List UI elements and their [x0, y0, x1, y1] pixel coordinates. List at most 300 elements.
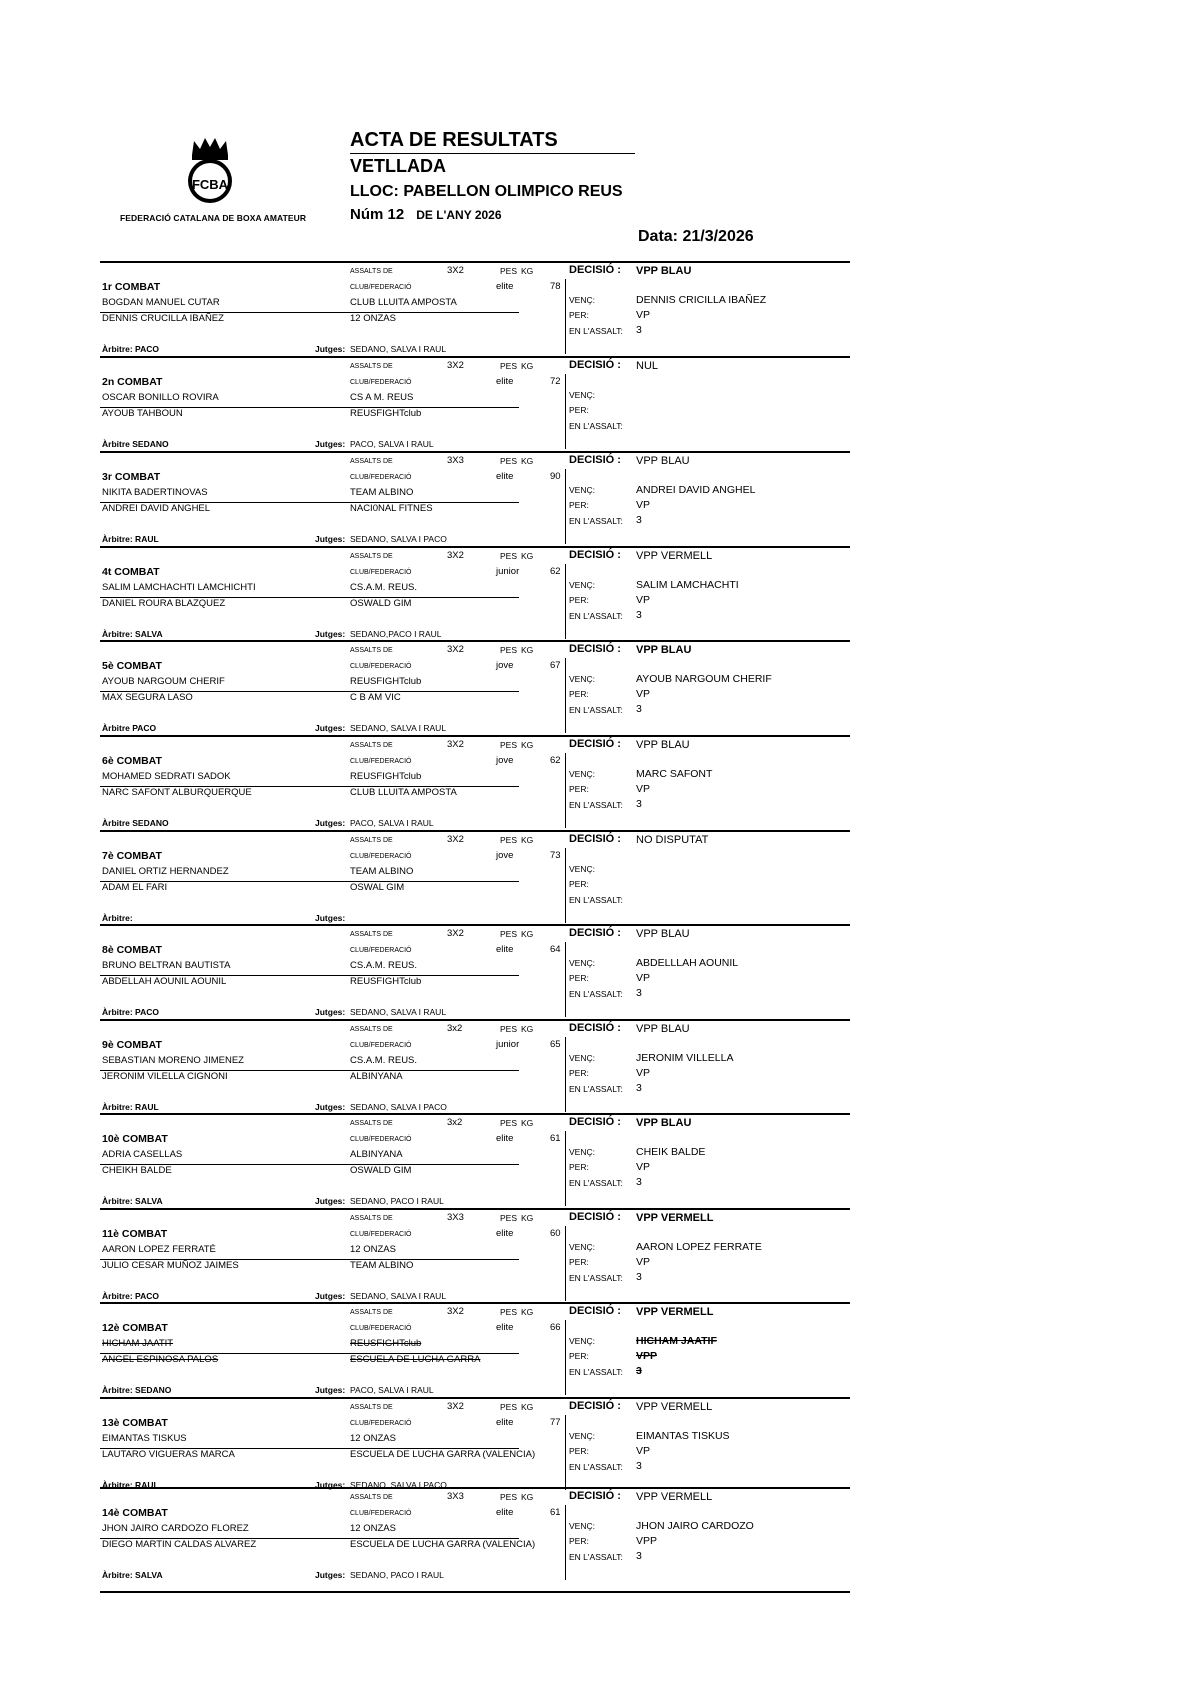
decision-column-divider: [565, 1131, 566, 1206]
fighter-2-name: AYOUB TAHBOUN: [102, 408, 183, 419]
club-label: CLUB/FEDERACIÓ: [350, 1510, 412, 1517]
venc-label: VENÇ:: [569, 864, 595, 874]
weight-value: 72: [550, 376, 561, 387]
fighter-2-name: DENNIS CRUCILLA IBAÑEZ: [102, 313, 224, 324]
combat-divider: [100, 735, 850, 737]
pes-label: PES: [500, 1492, 518, 1502]
en-assalt-label: EN L'ASSALT:: [569, 1178, 623, 1188]
jutges-label: Jutges:: [315, 1007, 346, 1017]
fighter-1-club: 12 ONZAS: [350, 1523, 396, 1534]
per-label: PER:: [569, 405, 589, 415]
arbitre-label: Àrbitre: SALVA: [102, 629, 163, 639]
assalts-value: 3X2: [447, 928, 464, 939]
fighter-1-name: ADRIA CASELLAS: [102, 1149, 183, 1160]
assalt-value: 3: [636, 987, 642, 999]
winner-value: ABDELLLAH AOUNIL: [636, 957, 739, 969]
winner-value: EIMANTAS TISKUS: [636, 1430, 730, 1442]
category-value: elite: [496, 1228, 514, 1239]
weight-value: 78: [550, 281, 561, 292]
fighter-1-club: TEAM ALBINO: [350, 487, 414, 498]
assalt-value: 3: [636, 609, 642, 621]
kg-label: KG: [521, 456, 534, 466]
en-assalt-label: EN L'ASSALT:: [569, 895, 623, 905]
decisio-label: DECISIÓ :: [569, 1305, 621, 1317]
venc-label: VENÇ:: [569, 769, 595, 779]
assalts-label: ASSALTS DE: [350, 1309, 393, 1316]
jutges-value: PACO, SALVA I RAUL: [350, 439, 434, 449]
venc-label: VENÇ:: [569, 1242, 595, 1252]
combat-divider: [100, 1397, 850, 1399]
jutges-value: SEDANO, SALVA I PACO: [350, 1480, 447, 1490]
assalt-value: 3: [636, 703, 642, 715]
jutges-label: Jutges:: [315, 723, 346, 733]
fighter-2-name: LAUTARO VIGUERAS MARCA: [102, 1449, 235, 1460]
decisio-value: VPP BLAU: [636, 928, 690, 940]
assalts-label: ASSALTS DE: [350, 1215, 393, 1222]
jutges-value: SEDANO, SALVA I PACO: [350, 534, 447, 544]
weight-value: 67: [550, 660, 561, 671]
decision-column-divider: [565, 1505, 566, 1580]
assalt-value: 3: [636, 1550, 642, 1562]
combat-block: [100, 1019, 850, 1114]
decisio-label: DECISIÓ :: [569, 833, 621, 845]
per-label: PER:: [569, 310, 589, 320]
arbitre-label: Àrbitre SEDANO: [102, 818, 169, 828]
pes-label: PES: [500, 1024, 518, 1034]
assalts-value: 3X3: [447, 455, 464, 466]
arbitre-label: Àrbitre: SALVA: [102, 1570, 163, 1580]
kg-label: KG: [521, 645, 534, 655]
per-label: PER:: [569, 1162, 589, 1172]
assalts-value: 3X2: [447, 739, 464, 750]
fighter-2-club: NACI0NAL FITNES: [350, 503, 433, 514]
combat-title: 4t COMBAT: [102, 566, 160, 578]
decision-column-divider: [565, 564, 566, 639]
fighter-1-name: BRUNO BELTRAN BAUTISTA: [102, 960, 231, 971]
jutges-label: Jutges:: [315, 1385, 346, 1395]
decisio-label: DECISIÓ :: [569, 359, 621, 371]
decisio-value: VPP BLAU: [636, 1023, 690, 1035]
pes-label: PES: [500, 1307, 518, 1317]
assalts-label: ASSALTS DE: [350, 1120, 393, 1127]
winner-value: HICHAM JAATIF: [636, 1335, 717, 1347]
arbitre-label: Àrbitre: RAUL: [102, 1102, 159, 1112]
club-label: CLUB/FEDERACIÓ: [350, 1136, 412, 1143]
fighter-1-club: CLUB LLUITA AMPOSTA: [350, 297, 457, 308]
fighter-2-club: ESCUELA DE LUCHA GARRA: [350, 1354, 481, 1365]
jutges-label: Jutges:: [315, 1570, 346, 1580]
assalts-value: 3x2: [447, 1023, 463, 1034]
decisio-label: DECISIÓ :: [569, 1490, 621, 1502]
category-value: elite: [496, 944, 514, 955]
combat-title: 14è COMBAT: [102, 1507, 168, 1519]
weight-value: 61: [550, 1507, 561, 1518]
pes-label: PES: [500, 361, 518, 371]
weight-value: 61: [550, 1133, 561, 1144]
assalts-label: ASSALTS DE: [350, 268, 393, 275]
assalts-label: ASSALTS DE: [350, 837, 393, 844]
category-value: elite: [496, 1417, 514, 1428]
fighter-1-name: SEBASTIAN MORENO JIMENEZ: [102, 1055, 244, 1066]
combat-title: 8è COMBAT: [102, 944, 162, 956]
assalt-value: 3: [636, 1460, 642, 1472]
kg-label: KG: [521, 835, 534, 845]
event-date: Data: 21/3/2026: [638, 228, 754, 245]
winner-value: AYOUB NARGOUM CHERIF: [636, 673, 772, 685]
per-value: VP: [636, 1256, 651, 1268]
assalts-value: 3X2: [447, 265, 464, 276]
venc-label: VENÇ:: [569, 390, 595, 400]
decision-column-divider: [565, 1415, 566, 1490]
winner-value: CHEIK BALDE: [636, 1146, 706, 1158]
fighter-1-name: MOHAMED SEDRATI SADOK: [102, 771, 231, 782]
per-value: VP: [636, 594, 651, 606]
jutges-label: Jutges:: [315, 913, 346, 923]
venc-label: VENÇ:: [569, 674, 595, 684]
assalts-value: 3X2: [447, 360, 464, 371]
club-label: CLUB/FEDERACIÓ: [350, 853, 412, 860]
per-label: PER:: [569, 1446, 589, 1456]
fighter-1-club: CS.A.M. REUS.: [350, 582, 418, 593]
assalts-label: ASSALTS DE: [350, 1404, 393, 1411]
decisio-value: NUL: [636, 360, 659, 372]
per-label: PER:: [569, 1068, 589, 1078]
per-label: PER:: [569, 1536, 589, 1546]
combat-block: [100, 830, 850, 925]
combat-title: 13è COMBAT: [102, 1417, 168, 1429]
fighter-1-club: TEAM ALBINO: [350, 866, 414, 877]
decision-column-divider: [565, 1037, 566, 1112]
arbitre-label: Àrbitre: SEDANO: [102, 1385, 172, 1395]
club-label: CLUB/FEDERACIÓ: [350, 474, 412, 481]
kg-label: KG: [521, 1307, 534, 1317]
decision-column-divider: [565, 374, 566, 449]
fighter-2-club: ESCUELA DE LUCHA GARRA (VALENCIA): [350, 1449, 536, 1460]
jutges-label: Jutges:: [315, 344, 346, 354]
decisio-value: VPP VERMELL: [636, 1212, 714, 1224]
venc-label: VENÇ:: [569, 1336, 595, 1346]
en-assalt-label: EN L'ASSALT:: [569, 1462, 623, 1472]
fighter-2-name: CHEIKH BALDE: [102, 1165, 172, 1176]
combat-title: 2n COMBAT: [102, 376, 163, 388]
category-value: junior: [496, 566, 520, 577]
combat-block: [100, 1302, 850, 1397]
en-assalt-label: EN L'ASSALT:: [569, 611, 623, 621]
combat-block: [100, 1208, 850, 1303]
assalts-value: 3X3: [447, 1491, 464, 1502]
winner-value: JHON JAIRO CARDOZO: [636, 1520, 754, 1532]
winner-value: JERONIM VILLELLA: [636, 1052, 734, 1064]
club-label: CLUB/FEDERACIÓ: [350, 379, 412, 386]
pes-label: PES: [500, 1118, 518, 1128]
pes-label: PES: [500, 835, 518, 845]
kg-label: KG: [521, 1118, 534, 1128]
jutges-value: SEDANO, PACO I RAUL: [350, 1196, 444, 1206]
combat-title: 5è COMBAT: [102, 660, 162, 672]
club-label: CLUB/FEDERACIÓ: [350, 758, 412, 765]
combat-block: [100, 451, 850, 546]
combat-title: 10è COMBAT: [102, 1133, 168, 1145]
category-value: elite: [496, 471, 514, 482]
decisio-label: DECISIÓ :: [569, 643, 621, 655]
kg-label: KG: [521, 266, 534, 276]
assalt-value: 3: [636, 1082, 642, 1094]
category-value: elite: [496, 1133, 514, 1144]
en-assalt-label: EN L'ASSALT:: [569, 800, 623, 810]
fighter-1-name: AARON LOPEZ FERRATÉ: [102, 1244, 216, 1255]
combat-block: [100, 640, 850, 735]
combat-divider: [100, 1113, 850, 1115]
arbitre-label: Àrbitre SEDANO: [102, 439, 169, 449]
fighter-2-club: 12 ONZAS: [350, 313, 396, 324]
fighter-2-name: ADAM EL FARI: [102, 882, 168, 893]
per-value: VPP: [636, 1535, 658, 1547]
arbitre-label: Àrbitre: PACO: [102, 1291, 159, 1301]
fighter-1-club: 12 ONZAS: [350, 1244, 396, 1255]
fighter-2-club: ESCUELA DE LUCHA GARRA (VALENCIA): [350, 1539, 536, 1550]
en-assalt-label: EN L'ASSALT:: [569, 1084, 623, 1094]
arbitre-label: Àrbitre: SALVA: [102, 1196, 163, 1206]
assalt-value: 3: [636, 514, 642, 526]
final-divider: [100, 1591, 850, 1593]
club-label: CLUB/FEDERACIÓ: [350, 947, 412, 954]
assalt-value: 3: [636, 1365, 642, 1377]
venc-label: VENÇ:: [569, 580, 595, 590]
decisio-value: VPP BLAU: [636, 739, 690, 751]
combat-divider: [100, 1487, 850, 1489]
fighter-2-club: REUSFIGHTclub: [350, 976, 422, 987]
fighter-2-name: ANDREI DAVID ANGHEL: [102, 503, 211, 514]
pes-label: PES: [500, 740, 518, 750]
pes-label: PES: [500, 1402, 518, 1412]
assalts-value: 3x2: [447, 1117, 463, 1128]
arbitre-label: Àrbitre: PACO: [102, 344, 159, 354]
fighter-1-club: ALBINYANA: [350, 1149, 403, 1160]
fighter-1-name: NIKITA BADERTINOVAS: [102, 487, 208, 498]
en-assalt-label: EN L'ASSALT:: [569, 326, 623, 336]
combat-divider: [100, 451, 850, 453]
assalts-label: ASSALTS DE: [350, 1494, 393, 1501]
decision-column-divider: [565, 848, 566, 923]
fighter-2-club: C B AM VIC: [350, 692, 401, 703]
combat-block: [100, 261, 850, 356]
club-label: CLUB/FEDERACIÓ: [350, 1420, 412, 1427]
weight-value: 60: [550, 1228, 561, 1239]
assalts-label: ASSALTS DE: [350, 742, 393, 749]
en-assalt-label: EN L'ASSALT:: [569, 516, 623, 526]
jutges-value: SEDANO, SALVA I RAUL: [350, 1291, 447, 1301]
combat-divider: [100, 640, 850, 642]
assalts-label: ASSALTS DE: [350, 363, 393, 370]
combat-divider: [100, 1019, 850, 1021]
fighter-2-name: ANGEL ESPINOSA PALOS: [102, 1354, 219, 1365]
per-label: PER:: [569, 1257, 589, 1267]
venc-label: VENÇ:: [569, 485, 595, 495]
pes-label: PES: [500, 1213, 518, 1223]
category-value: elite: [496, 281, 514, 292]
en-assalt-label: EN L'ASSALT:: [569, 1273, 623, 1283]
decisio-label: DECISIÓ :: [569, 549, 621, 561]
fighter-1-club: 12 ONZAS: [350, 1433, 396, 1444]
logo-lettering: FCBA: [191, 177, 229, 192]
assalt-value: 3: [636, 798, 642, 810]
kg-label: KG: [521, 1213, 534, 1223]
en-assalt-label: EN L'ASSALT:: [569, 989, 623, 999]
fighter-1-name: SALIM LAMCHACHTI LAMCHICHTI: [102, 582, 256, 593]
federation-name: FEDERACIÓ CATALANA DE BOXA AMATEUR: [120, 213, 307, 223]
decision-column-divider: [565, 279, 566, 354]
weight-value: 64: [550, 944, 561, 955]
document-subtitle: VETLLADA: [350, 156, 446, 176]
per-label: PER:: [569, 1351, 589, 1361]
arbitre-label: Àrbitre:: [102, 913, 133, 923]
fighter-2-club: REUSFIGHTclub: [350, 408, 422, 419]
fighter-2-name: DIEGO MARTIN CALDAS ALVAREZ: [102, 1539, 257, 1550]
kg-label: KG: [521, 1492, 534, 1502]
category-value: elite: [496, 376, 514, 387]
en-assalt-label: EN L'ASSALT:: [569, 1552, 623, 1562]
jutges-value: SEDANO,PACO I RAUL: [350, 629, 442, 639]
per-value: VP: [636, 309, 651, 321]
combat-divider: [100, 830, 850, 832]
arbitre-label: Àrbitre: PACO: [102, 1007, 159, 1017]
fighter-1-club: REUSFIGHTclub: [350, 1338, 422, 1349]
decisio-label: DECISIÓ :: [569, 1211, 621, 1223]
club-label: CLUB/FEDERACIÓ: [350, 1042, 412, 1049]
decisio-label: DECISIÓ :: [569, 1022, 621, 1034]
combat-title: 3r COMBAT: [102, 471, 161, 483]
winner-value: DENNIS CRICILLA IBAÑEZ: [636, 294, 767, 306]
combat-title: 11è COMBAT: [102, 1228, 168, 1240]
arbitre-label: Àrbitre: RAUL: [102, 534, 159, 544]
decisio-value: VPP VERMELL: [636, 1491, 713, 1503]
per-label: PER:: [569, 784, 589, 794]
crown-shield-icon: [180, 135, 240, 205]
venc-label: VENÇ:: [569, 1053, 595, 1063]
venc-label: VENÇ:: [569, 295, 595, 305]
decisio-label: DECISIÓ :: [569, 264, 621, 276]
jutges-value: SEDANO, SALVA I PACO: [350, 1102, 447, 1112]
winner-value: ANDREI DAVID ANGHEL: [636, 484, 756, 496]
venc-label: VENÇ:: [569, 1431, 595, 1441]
jutges-value: SEDANO, PACO I RAUL: [350, 1570, 444, 1580]
club-label: CLUB/FEDERACIÓ: [350, 1231, 412, 1238]
arbitre-label: Àrbitre PACO: [102, 723, 157, 733]
category-value: jove: [496, 660, 514, 671]
decisio-value: VPP VERMELL: [636, 1306, 714, 1318]
event-location: LLOC: PABELLON OLIMPICO REUS: [350, 183, 623, 200]
assalts-label: ASSALTS DE: [350, 458, 393, 465]
fighter-2-name: JERONIM VILELLA CIGNONI: [102, 1071, 228, 1082]
combat-title: 7è COMBAT: [102, 850, 162, 862]
assalt-value: 3: [636, 324, 642, 336]
winner-value: MARC SAFONT: [636, 768, 713, 780]
assalts-value: 3X2: [447, 1401, 464, 1412]
decisio-value: VPP BLAU: [636, 265, 692, 277]
fighter-2-club: OSWALD GIM: [350, 1165, 412, 1176]
decision-column-divider: [565, 942, 566, 1017]
assalts-label: ASSALTS DE: [350, 647, 393, 654]
fighter-2-club: OSWAL GIM: [350, 882, 405, 893]
decisio-value: NO DISPUTAT: [636, 834, 709, 846]
decisio-value: VPP BLAU: [636, 644, 692, 656]
combat-divider: [100, 924, 850, 926]
decisio-value: VPP VERMELL: [636, 550, 713, 562]
per-label: PER:: [569, 595, 589, 605]
decisio-value: VPP BLAU: [636, 1117, 692, 1129]
decision-column-divider: [565, 658, 566, 733]
assalt-value: 3: [636, 1271, 642, 1283]
decisio-value: VPP VERMELL: [636, 1401, 713, 1413]
weight-value: 62: [550, 566, 561, 577]
combat-block: [100, 1397, 850, 1492]
combat-divider: [100, 1302, 850, 1304]
fighter-1-name: OSCAR BONILLO ROVIRA: [102, 392, 219, 403]
assalts-value: 3X2: [447, 644, 464, 655]
combat-block: [100, 924, 850, 1019]
decision-column-divider: [565, 469, 566, 544]
jutges-label: Jutges:: [315, 1196, 346, 1206]
combat-divider: [100, 356, 850, 358]
pes-label: PES: [500, 645, 518, 655]
category-value: elite: [496, 1507, 514, 1518]
per-value: VP: [636, 972, 651, 984]
category-value: junior: [496, 1039, 520, 1050]
pes-label: PES: [500, 456, 518, 466]
venc-label: VENÇ:: [569, 1521, 595, 1531]
weight-value: 65: [550, 1039, 561, 1050]
fighter-1-name: DANIEL ORTIZ HERNANDEZ: [102, 866, 229, 877]
fighter-1-club: CS.A.M. REUS.: [350, 960, 418, 971]
en-assalt-label: EN L'ASSALT:: [569, 421, 623, 431]
club-label: CLUB/FEDERACIÓ: [350, 284, 412, 291]
en-assalt-label: EN L'ASSALT:: [569, 1367, 623, 1377]
assalts-label: ASSALTS DE: [350, 1026, 393, 1033]
jutges-label: Jutges:: [315, 1102, 346, 1112]
decisio-label: DECISIÓ :: [569, 1400, 621, 1412]
weight-value: 90: [550, 471, 561, 482]
per-label: PER:: [569, 879, 589, 889]
assalt-value: 3: [636, 1176, 642, 1188]
jutges-label: Jutges:: [315, 439, 346, 449]
decisio-value: VPP BLAU: [636, 455, 690, 467]
fighter-1-club: CS.A.M. REUS.: [350, 1055, 418, 1066]
per-label: PER:: [569, 973, 589, 983]
fighter-1-name: JHON JAIRO CARDOZO FLOREZ: [102, 1523, 249, 1534]
fighter-2-club: OSWALD GIM: [350, 598, 412, 609]
fighter-2-club: TEAM ALBINO: [350, 1260, 414, 1271]
category-value: jove: [496, 850, 514, 861]
arbitre-label: Àrbitre: RAUL: [102, 1480, 159, 1490]
club-label: CLUB/FEDERACIÓ: [350, 663, 412, 670]
fighter-1-name: AYOUB NARGOUM CHERIF: [102, 676, 225, 687]
combat-divider: [100, 546, 850, 548]
fighter-2-name: ABDELLAH AOUNIL AOUNIL: [102, 976, 227, 987]
pes-label: PES: [500, 551, 518, 561]
fighter-2-club: ALBINYANA: [350, 1071, 403, 1082]
combat-block: [100, 1487, 850, 1582]
jutges-label: Jutges:: [315, 1480, 346, 1490]
per-value: VPP: [636, 1350, 658, 1362]
kg-label: KG: [521, 929, 534, 939]
fighter-1-club: REUSFIGHTclub: [350, 676, 422, 687]
document-title: ACTA DE RESULTATS: [350, 129, 558, 151]
weight-value: 66: [550, 1322, 561, 1333]
jutges-label: Jutges:: [315, 818, 346, 828]
assalts-value: 3X2: [447, 834, 464, 845]
jutges-value: SEDANO, SALVA I RAUL: [350, 344, 447, 354]
combat-divider: [100, 261, 850, 263]
